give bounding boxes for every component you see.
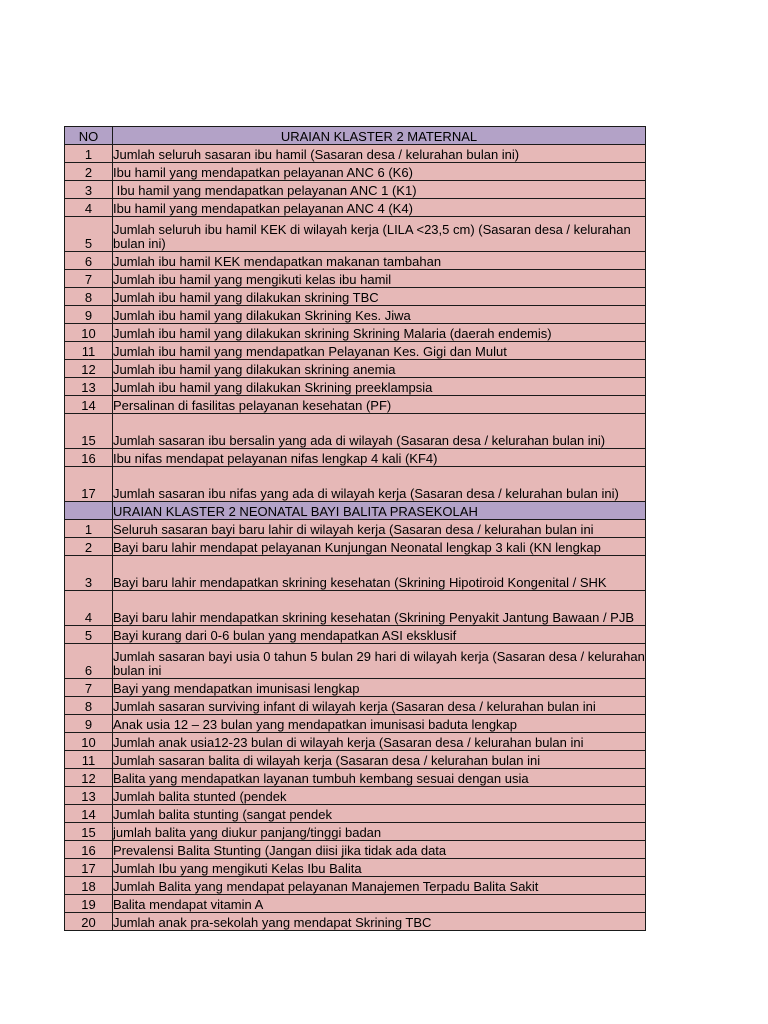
row-description-text: Jumlah ibu hamil yang dilakukan skrining anemia xyxy=(113,362,396,377)
table-row xyxy=(65,805,646,823)
row-description-text: Balita yang mendapatkan layanan tumbuh kembang sesuai dengan usia xyxy=(113,771,529,786)
row-number-cell[interactable]: 16 xyxy=(65,449,113,467)
row-number-cell[interactable]: 16 xyxy=(65,841,113,859)
row-description-cell[interactable] xyxy=(113,324,646,342)
table-row xyxy=(65,163,646,181)
table-row xyxy=(65,324,646,342)
row-description-cell[interactable] xyxy=(113,270,646,288)
row-description-text: Jumlah anak usia12-23 bulan di wilayah kerja (Sasaran desa / kelurahan bulan ini xyxy=(113,735,584,750)
row-description-cell[interactable] xyxy=(113,591,646,626)
row-description-cell[interactable] xyxy=(113,679,646,697)
row-description-cell[interactable] xyxy=(113,181,646,199)
row-description-text: jumlah balita yang diukur panjang/tinggi badan xyxy=(113,825,382,840)
row-description-cell[interactable] xyxy=(113,360,646,378)
row-number-cell[interactable]: 20 xyxy=(65,913,113,931)
row-description-text: Jumlah sasaran bayi usia 0 tahun 5 bulan 29 hari di wilayah kerja (Sasaran desa / kelurahan bulan ini xyxy=(113,649,645,678)
row-description-text: Bayi baru lahir mendapat pelayanan Kunjungan Neonatal lengkap 3 kali (KN lengkap xyxy=(113,540,601,555)
row-description-cell[interactable] xyxy=(113,252,646,270)
row-number-cell[interactable]: 17 xyxy=(65,859,113,877)
table-row xyxy=(65,751,646,769)
row-number-cell[interactable]: 7 xyxy=(65,679,113,697)
row-description-text: Bayi baru lahir mendapatkan skrining kesehatan (Skrining Hipotiroid Kongenital / SHK xyxy=(113,575,607,590)
table-row xyxy=(65,733,646,751)
row-description-cell[interactable] xyxy=(113,895,646,913)
row-number-cell[interactable]: 19 xyxy=(65,895,113,913)
row-description-cell[interactable] xyxy=(113,769,646,787)
row-description-text: Jumlah ibu hamil yang mendapatkan Pelayanan Kes. Gigi dan Mulut xyxy=(113,344,507,359)
row-number-cell[interactable]: 10 xyxy=(65,733,113,751)
row-description-cell[interactable] xyxy=(113,414,646,449)
row-description-cell[interactable] xyxy=(113,626,646,644)
row-description-cell[interactable] xyxy=(113,288,646,306)
row-number-cell[interactable]: 8 xyxy=(65,697,113,715)
section-header-row xyxy=(65,502,646,520)
row-number-cell[interactable]: 17 xyxy=(65,467,113,502)
table-row xyxy=(65,626,646,644)
row-description-cell[interactable] xyxy=(113,217,646,252)
row-description-cell[interactable] xyxy=(113,342,646,360)
row-number-cell[interactable]: 15 xyxy=(65,414,113,449)
row-description-cell[interactable] xyxy=(113,715,646,733)
row-description-text: Jumlah Ibu yang mengikuti Kelas Ibu Balita xyxy=(113,861,362,876)
table-row xyxy=(65,644,646,679)
row-number-cell[interactable]: 4 xyxy=(65,591,113,626)
table-row xyxy=(65,591,646,626)
row-number-cell[interactable]: 5 xyxy=(65,217,113,252)
table-row xyxy=(65,895,646,913)
row-description-text: Jumlah Balita yang mendapat pelayanan Manajemen Terpadu Balita Sakit xyxy=(113,879,539,894)
row-number-cell[interactable]: 9 xyxy=(65,306,113,324)
row-description-text: Jumlah ibu hamil yang mengikuti kelas ibu hamil xyxy=(113,272,392,287)
table-row xyxy=(65,556,646,591)
table-row xyxy=(65,715,646,733)
row-description-cell[interactable] xyxy=(113,805,646,823)
row-description-text: Jumlah sasaran ibu nifas yang ada di wilayah kerja (Sasaran desa / kelurahan bulan ini) xyxy=(113,486,619,501)
row-description-cell[interactable] xyxy=(113,306,646,324)
klaster-2-table xyxy=(64,126,646,931)
row-number-cell[interactable]: 7 xyxy=(65,270,113,288)
row-description-text: Balita mendapat vitamin A xyxy=(113,897,264,912)
row-description-text: Bayi baru lahir mendapatkan skrining kesehatan (Skrining Penyakit Jantung Bawaan / PJB xyxy=(113,610,635,625)
row-description-text: Jumlah sasaran balita di wilayah kerja (Sasaran desa / kelurahan bulan ini xyxy=(113,753,541,768)
row-description-text: Bayi yang mendapatkan imunisasi lengkap xyxy=(113,681,360,696)
row-description-text: Ibu hamil yang mendapatkan pelayanan ANC 6 (K6) xyxy=(113,165,413,180)
table-row xyxy=(65,787,646,805)
row-description-text: Jumlah ibu hamil KEK mendapatkan makanan tambahan xyxy=(113,254,442,269)
row-description-cell[interactable] xyxy=(113,644,646,679)
row-number-cell[interactable]: 10 xyxy=(65,324,113,342)
row-description-cell[interactable] xyxy=(113,751,646,769)
table-row xyxy=(65,342,646,360)
table-body xyxy=(65,127,646,931)
row-description-cell[interactable] xyxy=(113,913,646,931)
row-number-cell[interactable]: 6 xyxy=(65,644,113,679)
row-description-text: Prevalensi Balita Stunting (Jangan diisi jika tidak ada data xyxy=(113,843,447,858)
row-number-cell[interactable]: 14 xyxy=(65,805,113,823)
table-row xyxy=(65,378,646,396)
row-description-cell[interactable] xyxy=(113,841,646,859)
row-description-text: Jumlah anak pra-sekolah yang mendapat Skrining TBC xyxy=(113,915,432,930)
row-description-text: Bayi kurang dari 0-6 bulan yang mendapatkan ASI eksklusif xyxy=(113,628,457,643)
table-row xyxy=(65,520,646,538)
row-description-text: Jumlah ibu hamil yang dilakukan skrining Skrining Malaria (daerah endemis) xyxy=(113,326,552,341)
row-number-cell[interactable]: 2 xyxy=(65,538,113,556)
row-number-cell[interactable]: 1 xyxy=(65,145,113,163)
table-row xyxy=(65,217,646,252)
table-row xyxy=(65,877,646,895)
row-description-cell[interactable] xyxy=(113,199,646,217)
row-number-cell[interactable]: 18 xyxy=(65,877,113,895)
row-description-text: Anak usia 12 – 23 bulan yang mendapatkan imunisasi baduta lengkap xyxy=(113,717,518,732)
table-row xyxy=(65,449,646,467)
row-number-cell[interactable]: 12 xyxy=(65,360,113,378)
row-description-cell[interactable] xyxy=(113,787,646,805)
table-row xyxy=(65,288,646,306)
row-number-cell[interactable]: 6 xyxy=(65,252,113,270)
row-description-cell[interactable] xyxy=(113,697,646,715)
table-row xyxy=(65,538,646,556)
row-number-cell[interactable]: 11 xyxy=(65,751,113,769)
header-title-cell[interactable]: URAIAN KLASTER 2 MATERNAL xyxy=(113,127,646,145)
row-description-cell[interactable] xyxy=(113,396,646,414)
table-row xyxy=(65,270,646,288)
table-header-row xyxy=(65,127,646,145)
row-description-text: Jumlah balita stunting (sangat pendek xyxy=(113,807,332,822)
row-description-text: Jumlah balita stunted (pendek xyxy=(113,789,287,804)
table-row xyxy=(65,913,646,931)
row-number-cell[interactable]: 5 xyxy=(65,626,113,644)
row-description-cell[interactable] xyxy=(113,859,646,877)
row-description-text: Ibu hamil yang mendapatkan pelayanan ANC 1 (K1) xyxy=(113,183,417,198)
row-number-cell[interactable]: 15 xyxy=(65,823,113,841)
section-no-cell[interactable] xyxy=(65,502,113,520)
table-row xyxy=(65,859,646,877)
table-row xyxy=(65,396,646,414)
row-number-cell[interactable]: 12 xyxy=(65,769,113,787)
row-description-cell[interactable] xyxy=(113,520,646,538)
row-description-text: Jumlah seluruh sasaran ibu hamil (Sasaran desa / kelurahan bulan ini) xyxy=(113,147,520,162)
row-number-cell[interactable]: 11 xyxy=(65,342,113,360)
row-number-cell[interactable]: 9 xyxy=(65,715,113,733)
row-description-cell[interactable] xyxy=(113,449,646,467)
row-description-text: Jumlah sasaran surviving infant di wilayah kerja (Sasaran desa / kelurahan bulan ini xyxy=(113,699,596,714)
row-description-text: Persalinan di fasilitas pelayanan kesehatan (PF) xyxy=(113,398,392,413)
row-description-cell[interactable] xyxy=(113,538,646,556)
table-row xyxy=(65,769,646,787)
row-description-text: Jumlah seluruh ibu hamil KEK di wilayah kerja (LILA <23,5 cm) (Sasaran desa / kelurahan bulan ini) xyxy=(113,222,631,251)
table-row xyxy=(65,823,646,841)
row-number-cell[interactable]: 8 xyxy=(65,288,113,306)
row-description-text: Jumlah ibu hamil yang dilakukan Skrining preeklampsia xyxy=(113,380,433,395)
table-row xyxy=(65,360,646,378)
row-description-cell[interactable] xyxy=(113,467,646,502)
section-title-cell[interactable]: URAIAN KLASTER 2 NEONATAL BAYI BALITA PRASEKOLAH xyxy=(113,502,646,520)
table-row xyxy=(65,181,646,199)
table-row xyxy=(65,414,646,449)
row-description-cell[interactable] xyxy=(113,556,646,591)
row-description-text: Ibu nifas mendapat pelayanan nifas lengkap 4 kali (KF4) xyxy=(113,451,438,466)
row-description-text: Seluruh sasaran bayi baru lahir di wilayah kerja (Sasaran desa / kelurahan bulan ini xyxy=(113,522,594,537)
table-row xyxy=(65,841,646,859)
row-number-cell[interactable]: 4 xyxy=(65,199,113,217)
row-number-cell[interactable]: 2 xyxy=(65,163,113,181)
row-description-text: Jumlah sasaran ibu bersalin yang ada di wilayah (Sasaran desa / kelurahan bulan ini) xyxy=(113,433,606,448)
row-number-cell[interactable]: 3 xyxy=(65,556,113,591)
row-description-text: Jumlah ibu hamil yang dilakukan Skrining Kes. Jiwa xyxy=(113,308,411,323)
row-description-text: Ibu hamil yang mendapatkan pelayanan ANC 4 (K4) xyxy=(113,201,413,216)
table-row xyxy=(65,199,646,217)
row-number-cell[interactable]: 13 xyxy=(65,787,113,805)
table-row xyxy=(65,306,646,324)
row-number-cell[interactable]: 14 xyxy=(65,396,113,414)
row-description-cell[interactable] xyxy=(113,877,646,895)
table-row xyxy=(65,697,646,715)
table-row xyxy=(65,145,646,163)
row-number-cell[interactable]: 3 xyxy=(65,181,113,199)
table-row xyxy=(65,467,646,502)
row-number-cell[interactable]: 1 xyxy=(65,520,113,538)
table-row xyxy=(65,679,646,697)
row-number-cell[interactable]: 13 xyxy=(65,378,113,396)
header-no-cell[interactable]: NO xyxy=(65,127,113,145)
row-description-cell[interactable] xyxy=(113,145,646,163)
row-description-cell[interactable] xyxy=(113,823,646,841)
row-description-cell[interactable] xyxy=(113,733,646,751)
row-description-cell[interactable] xyxy=(113,378,646,396)
table-row xyxy=(65,252,646,270)
row-description-text: Jumlah ibu hamil yang dilakukan skrining TBC xyxy=(113,290,379,305)
row-description-cell[interactable] xyxy=(113,163,646,181)
